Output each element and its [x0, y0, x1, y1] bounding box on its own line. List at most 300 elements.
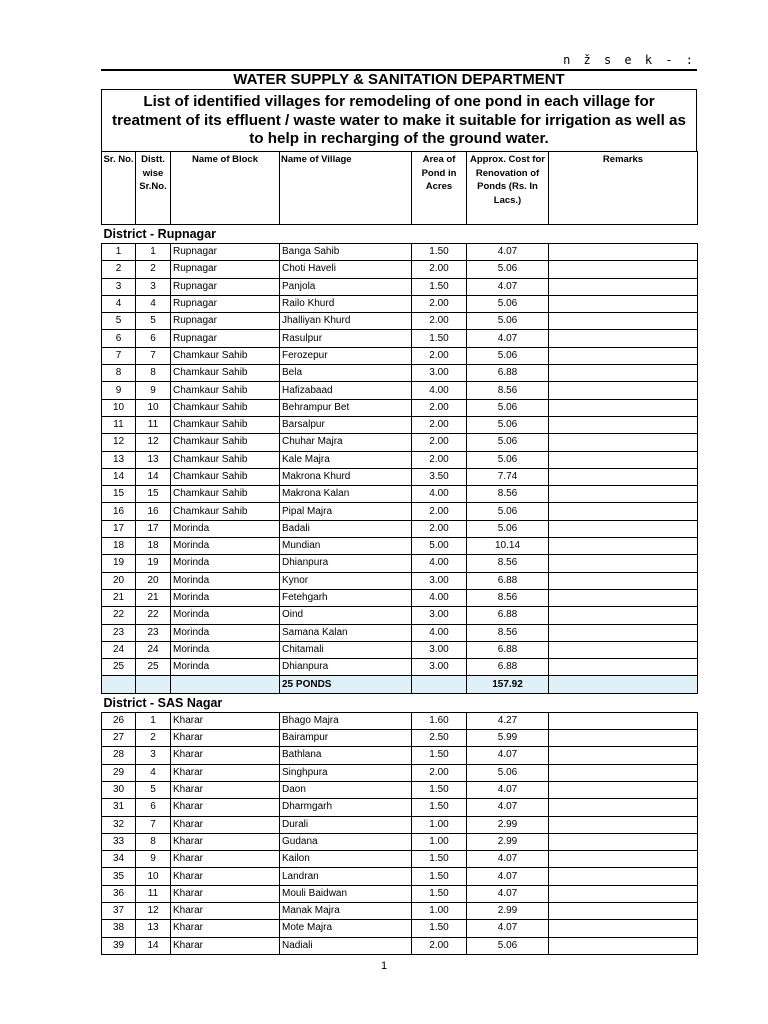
cell-remarks	[549, 416, 698, 433]
cell-area: 3.50	[412, 468, 467, 485]
cell-remarks	[549, 261, 698, 278]
cell-area: 2.00	[412, 434, 467, 451]
cell-remarks	[549, 365, 698, 382]
cell-sr-no: 19	[102, 555, 136, 572]
cell-area: 1.00	[412, 833, 467, 850]
cell-distt-sr-no: 12	[136, 434, 171, 451]
cell-remarks	[549, 781, 698, 798]
cell-village: Makrona Khurd	[280, 468, 412, 485]
total-label: 25 PONDS	[280, 676, 412, 693]
cell-block: Rupnagar	[171, 244, 280, 261]
cell-village: Bela	[280, 365, 412, 382]
table-row	[102, 781, 698, 798]
cell-area: 2.00	[412, 764, 467, 781]
cell-sr-no: 25	[102, 659, 136, 676]
cell-village: Pipal Majra	[280, 503, 412, 520]
cell-distt-sr-no: 2	[136, 261, 171, 278]
cell-cost: 4.07	[467, 851, 549, 868]
cell-distt-sr-no: 8	[136, 365, 171, 382]
cell-village: Mote Majra	[280, 920, 412, 937]
table-row	[102, 295, 698, 312]
cell-remarks	[549, 399, 698, 416]
cell-block: Rupnagar	[171, 313, 280, 330]
header-remarks: Remarks	[549, 152, 698, 225]
cell-area: 3.00	[412, 572, 467, 589]
cell-distt-sr-no: 19	[136, 555, 171, 572]
cell-cost: 5.06	[467, 520, 549, 537]
cell-cost: 4.07	[467, 885, 549, 902]
cell-sr-no: 13	[102, 451, 136, 468]
district-name: District - SAS Nagar	[102, 693, 698, 712]
cell-block: Kharar	[171, 902, 280, 919]
cell-cost: 6.88	[467, 607, 549, 624]
cell-village: Panjola	[280, 278, 412, 295]
cell-area: 1.00	[412, 902, 467, 919]
cell-sr-no: 4	[102, 295, 136, 312]
cell-distt-sr-no: 21	[136, 589, 171, 606]
cell-cost: 8.56	[467, 555, 549, 572]
cell-area: 1.50	[412, 278, 467, 295]
table-row	[102, 365, 698, 382]
cell-remarks	[549, 659, 698, 676]
cell-distt-sr-no: 7	[136, 816, 171, 833]
cell-distt-sr-no: 11	[136, 885, 171, 902]
cell-sr-no: 20	[102, 572, 136, 589]
cell-remarks	[549, 382, 698, 399]
cell-block: Kharar	[171, 937, 280, 954]
table-row	[102, 902, 698, 919]
page-number: 1	[380, 960, 388, 972]
table-row	[102, 399, 698, 416]
cell-sr-no: 2	[102, 261, 136, 278]
cell-cost: 6.88	[467, 365, 549, 382]
header-area: Area of Pond in Acres	[412, 152, 467, 225]
cell-distt-sr-no: 9	[136, 851, 171, 868]
cell-area: 1.00	[412, 816, 467, 833]
cell-distt-sr-no: 10	[136, 399, 171, 416]
cell-area: 2.00	[412, 313, 467, 330]
cell-distt-sr-no: 25	[136, 659, 171, 676]
cell-block: Kharar	[171, 885, 280, 902]
cell-remarks	[549, 451, 698, 468]
cell-cost: 7.74	[467, 468, 549, 485]
cell-cost: 4.07	[467, 799, 549, 816]
cell-sr-no: 22	[102, 607, 136, 624]
table-row	[102, 382, 698, 399]
cell-sr-no: 23	[102, 624, 136, 641]
total-empty	[412, 676, 467, 693]
cell-area: 2.00	[412, 451, 467, 468]
table-row	[102, 330, 698, 347]
cell-block: Kharar	[171, 833, 280, 850]
table-row	[102, 937, 698, 954]
table-row	[102, 244, 698, 261]
cell-distt-sr-no: 15	[136, 486, 171, 503]
cell-block: Kharar	[171, 764, 280, 781]
cell-area: 2.00	[412, 503, 467, 520]
cell-sr-no: 1	[102, 244, 136, 261]
cell-area: 1.50	[412, 781, 467, 798]
cell-block: Rupnagar	[171, 261, 280, 278]
title-box	[101, 89, 697, 151]
cell-cost: 5.06	[467, 937, 549, 954]
cell-distt-sr-no: 8	[136, 833, 171, 850]
table-row	[102, 764, 698, 781]
cell-area: 2.00	[412, 347, 467, 364]
cell-area: 1.50	[412, 330, 467, 347]
cell-sr-no: 26	[102, 712, 136, 729]
cell-block: Morinda	[171, 520, 280, 537]
cell-remarks	[549, 816, 698, 833]
cell-distt-sr-no: 24	[136, 641, 171, 658]
cell-area: 4.00	[412, 555, 467, 572]
cell-village: Dhianpura	[280, 659, 412, 676]
table-row	[102, 278, 698, 295]
cell-village: Samana Kalan	[280, 624, 412, 641]
cell-remarks	[549, 851, 698, 868]
cell-village: Singhpura	[280, 764, 412, 781]
header-village: Name of Village	[280, 152, 412, 225]
cell-block: Kharar	[171, 816, 280, 833]
cell-sr-no: 3	[102, 278, 136, 295]
cell-area: 2.00	[412, 937, 467, 954]
cell-remarks	[549, 712, 698, 729]
cell-village: Kale Majra	[280, 451, 412, 468]
cell-block: Chamkaur Sahib	[171, 503, 280, 520]
cell-sr-no: 35	[102, 868, 136, 885]
cell-sr-no: 15	[102, 486, 136, 503]
cell-cost: 5.06	[467, 416, 549, 433]
cell-cost: 4.07	[467, 278, 549, 295]
cell-area: 1.50	[412, 747, 467, 764]
total-empty	[549, 676, 698, 693]
cell-distt-sr-no: 7	[136, 347, 171, 364]
cell-cost: 2.99	[467, 902, 549, 919]
cell-remarks	[549, 799, 698, 816]
cell-remarks	[549, 833, 698, 850]
cell-distt-sr-no: 4	[136, 764, 171, 781]
cell-village: Behrampur Bet	[280, 399, 412, 416]
cell-sr-no: 28	[102, 747, 136, 764]
cell-cost: 2.99	[467, 816, 549, 833]
cell-block: Kharar	[171, 712, 280, 729]
table-row	[102, 572, 698, 589]
cell-block: Chamkaur Sahib	[171, 451, 280, 468]
cell-block: Kharar	[171, 730, 280, 747]
cell-distt-sr-no: 10	[136, 868, 171, 885]
cell-sr-no: 32	[102, 816, 136, 833]
table-row	[102, 503, 698, 520]
table-row	[102, 885, 698, 902]
cell-village: Banga Sahib	[280, 244, 412, 261]
cell-village: Gudana	[280, 833, 412, 850]
cell-area: 3.00	[412, 659, 467, 676]
cell-remarks	[549, 747, 698, 764]
cell-block: Morinda	[171, 641, 280, 658]
table-row	[102, 641, 698, 658]
table-row	[102, 659, 698, 676]
cell-block: Chamkaur Sahib	[171, 347, 280, 364]
cell-distt-sr-no: 11	[136, 416, 171, 433]
cell-remarks	[549, 572, 698, 589]
cell-cost: 5.06	[467, 261, 549, 278]
cell-distt-sr-no: 1	[136, 712, 171, 729]
cell-area: 1.50	[412, 868, 467, 885]
cell-cost: 4.07	[467, 781, 549, 798]
cell-cost: 2.99	[467, 833, 549, 850]
cell-remarks	[549, 730, 698, 747]
table-row	[102, 747, 698, 764]
table-row	[102, 538, 698, 555]
cell-sr-no: 24	[102, 641, 136, 658]
table-row	[102, 434, 698, 451]
cell-village: Mouli Baidwan	[280, 885, 412, 902]
cell-block: Chamkaur Sahib	[171, 382, 280, 399]
cell-block: Morinda	[171, 572, 280, 589]
cell-remarks	[549, 937, 698, 954]
cell-remarks	[549, 520, 698, 537]
cell-remarks	[549, 295, 698, 312]
total-empty	[136, 676, 171, 693]
total-empty	[102, 676, 136, 693]
cell-area: 3.00	[412, 641, 467, 658]
table-row	[102, 920, 698, 937]
table-row	[102, 451, 698, 468]
cell-village: Chuhar Majra	[280, 434, 412, 451]
district-heading-row	[102, 225, 698, 244]
cell-cost: 6.88	[467, 641, 549, 658]
cell-distt-sr-no: 13	[136, 451, 171, 468]
cell-remarks	[549, 347, 698, 364]
cell-cost: 5.06	[467, 347, 549, 364]
ponds-table	[101, 151, 698, 955]
cell-distt-sr-no: 23	[136, 624, 171, 641]
cell-remarks	[549, 764, 698, 781]
cell-sr-no: 14	[102, 468, 136, 485]
cell-cost: 8.56	[467, 624, 549, 641]
cell-block: Kharar	[171, 781, 280, 798]
cell-area: 1.50	[412, 244, 467, 261]
cell-sr-no: 21	[102, 589, 136, 606]
cell-cost: 4.07	[467, 868, 549, 885]
cell-area: 2.00	[412, 399, 467, 416]
table-row	[102, 851, 698, 868]
cell-village: Oind	[280, 607, 412, 624]
cell-distt-sr-no: 4	[136, 295, 171, 312]
table-row	[102, 868, 698, 885]
table-row	[102, 416, 698, 433]
cell-distt-sr-no: 17	[136, 520, 171, 537]
cell-cost: 5.06	[467, 399, 549, 416]
cell-sr-no: 5	[102, 313, 136, 330]
cell-village: Choti Haveli	[280, 261, 412, 278]
cell-cost: 4.07	[467, 747, 549, 764]
cell-remarks	[549, 486, 698, 503]
cell-block: Morinda	[171, 555, 280, 572]
table-row	[102, 486, 698, 503]
cell-area: 3.00	[412, 607, 467, 624]
cell-cost: 8.56	[467, 589, 549, 606]
cell-block: Kharar	[171, 868, 280, 885]
cell-cost: 4.07	[467, 330, 549, 347]
cell-distt-sr-no: 5	[136, 781, 171, 798]
cell-sr-no: 6	[102, 330, 136, 347]
table-row	[102, 624, 698, 641]
header-cost: Approx. Cost for Renovation of Ponds (Rs. In Lacs.)	[467, 152, 549, 225]
cell-village: Mundian	[280, 538, 412, 555]
cell-remarks	[549, 503, 698, 520]
cell-block: Rupnagar	[171, 295, 280, 312]
cell-area: 1.60	[412, 712, 467, 729]
cell-distt-sr-no: 6	[136, 330, 171, 347]
cell-cost: 5.06	[467, 503, 549, 520]
total-cost: 157.92	[467, 676, 549, 693]
cell-distt-sr-no: 6	[136, 799, 171, 816]
cell-sr-no: 18	[102, 538, 136, 555]
cell-remarks	[549, 589, 698, 606]
cell-village: Bathlana	[280, 747, 412, 764]
cell-sr-no: 8	[102, 365, 136, 382]
table-row	[102, 261, 698, 278]
cell-village: Fetehgarh	[280, 589, 412, 606]
cell-cost: 5.06	[467, 764, 549, 781]
cell-remarks	[549, 607, 698, 624]
cell-area: 4.00	[412, 589, 467, 606]
cell-distt-sr-no: 2	[136, 730, 171, 747]
cell-cost: 8.56	[467, 382, 549, 399]
table-row	[102, 730, 698, 747]
cell-village: Barsalpur	[280, 416, 412, 433]
cell-village: Railo Khurd	[280, 295, 412, 312]
table-header-row	[102, 152, 698, 225]
table-row	[102, 520, 698, 537]
cell-sr-no: 31	[102, 799, 136, 816]
header-distt-sr-no: Distt. wise Sr.No.	[136, 152, 171, 225]
cell-cost: 5.06	[467, 434, 549, 451]
cell-cost: 6.88	[467, 572, 549, 589]
cell-distt-sr-no: 9	[136, 382, 171, 399]
cell-area: 1.50	[412, 885, 467, 902]
table-row	[102, 712, 698, 729]
cell-block: Chamkaur Sahib	[171, 468, 280, 485]
cell-cost: 6.88	[467, 659, 549, 676]
table-row	[102, 347, 698, 364]
cell-sr-no: 12	[102, 434, 136, 451]
cell-sr-no: 30	[102, 781, 136, 798]
cell-area: 4.00	[412, 486, 467, 503]
cell-remarks	[549, 278, 698, 295]
cell-village: Jhalliyan Khurd	[280, 313, 412, 330]
cell-cost: 5.99	[467, 730, 549, 747]
table-row	[102, 468, 698, 485]
cell-block: Chamkaur Sahib	[171, 486, 280, 503]
cell-block: Morinda	[171, 607, 280, 624]
cell-distt-sr-no: 1	[136, 244, 171, 261]
cell-sr-no: 38	[102, 920, 136, 937]
cell-block: Rupnagar	[171, 330, 280, 347]
cell-area: 2.50	[412, 730, 467, 747]
cell-block: Kharar	[171, 920, 280, 937]
cell-village: Rasulpur	[280, 330, 412, 347]
cell-remarks	[549, 468, 698, 485]
cell-block: Chamkaur Sahib	[171, 365, 280, 382]
document-title: List of identified villages for remodeling of one pond in each village for treatment of its effluent / waste water to make it suitable for irrigation as well as to help in recharging of the ground water.	[112, 93, 686, 147]
cell-village: Dhianpura	[280, 555, 412, 572]
table-row	[102, 833, 698, 850]
cell-village: Chitamali	[280, 641, 412, 658]
district-heading-row	[102, 693, 698, 712]
cell-area: 1.50	[412, 920, 467, 937]
cell-remarks	[549, 624, 698, 641]
cell-village: Badali	[280, 520, 412, 537]
cell-remarks	[549, 641, 698, 658]
cell-block: Morinda	[171, 659, 280, 676]
cell-distt-sr-no: 12	[136, 902, 171, 919]
cell-sr-no: 7	[102, 347, 136, 364]
cell-block: Morinda	[171, 538, 280, 555]
cell-area: 2.00	[412, 520, 467, 537]
cell-block: Kharar	[171, 799, 280, 816]
cell-block: Rupnagar	[171, 278, 280, 295]
cell-sr-no: 11	[102, 416, 136, 433]
cell-block: Chamkaur Sahib	[171, 399, 280, 416]
cell-area: 3.00	[412, 365, 467, 382]
cell-village: Bairampur	[280, 730, 412, 747]
cell-distt-sr-no: 22	[136, 607, 171, 624]
cell-sr-no: 33	[102, 833, 136, 850]
cell-remarks	[549, 868, 698, 885]
table-row	[102, 816, 698, 833]
cell-sr-no: 34	[102, 851, 136, 868]
cell-block: Chamkaur Sahib	[171, 434, 280, 451]
cell-village: Daon	[280, 781, 412, 798]
cell-village: Ferozepur	[280, 347, 412, 364]
cell-sr-no: 37	[102, 902, 136, 919]
cell-remarks	[549, 920, 698, 937]
cell-distt-sr-no: 13	[136, 920, 171, 937]
header-sr-no: Sr. No.	[102, 152, 136, 225]
cell-block: Morinda	[171, 589, 280, 606]
cell-area: 1.50	[412, 799, 467, 816]
cell-cost: 4.27	[467, 712, 549, 729]
cell-block: Morinda	[171, 624, 280, 641]
cell-block: Chamkaur Sahib	[171, 416, 280, 433]
annexure-label: n ž s e k - :	[563, 53, 696, 67]
cell-cost: 4.07	[467, 920, 549, 937]
cell-remarks	[549, 244, 698, 261]
cell-remarks	[549, 885, 698, 902]
cell-village: Kynor	[280, 572, 412, 589]
cell-area: 2.00	[412, 295, 467, 312]
cell-area: 2.00	[412, 416, 467, 433]
cell-cost: 5.06	[467, 295, 549, 312]
cell-distt-sr-no: 16	[136, 503, 171, 520]
cell-village: Hafizabaad	[280, 382, 412, 399]
cell-area: 4.00	[412, 382, 467, 399]
table-row	[102, 555, 698, 572]
cell-distt-sr-no: 3	[136, 747, 171, 764]
cell-cost: 10.14	[467, 538, 549, 555]
cell-village: Landran	[280, 868, 412, 885]
table-body	[102, 225, 698, 955]
cell-village: Durali	[280, 816, 412, 833]
cell-distt-sr-no: 14	[136, 937, 171, 954]
cell-sr-no: 27	[102, 730, 136, 747]
cell-sr-no: 39	[102, 937, 136, 954]
cell-cost: 8.56	[467, 486, 549, 503]
cell-remarks	[549, 538, 698, 555]
cell-remarks	[549, 330, 698, 347]
